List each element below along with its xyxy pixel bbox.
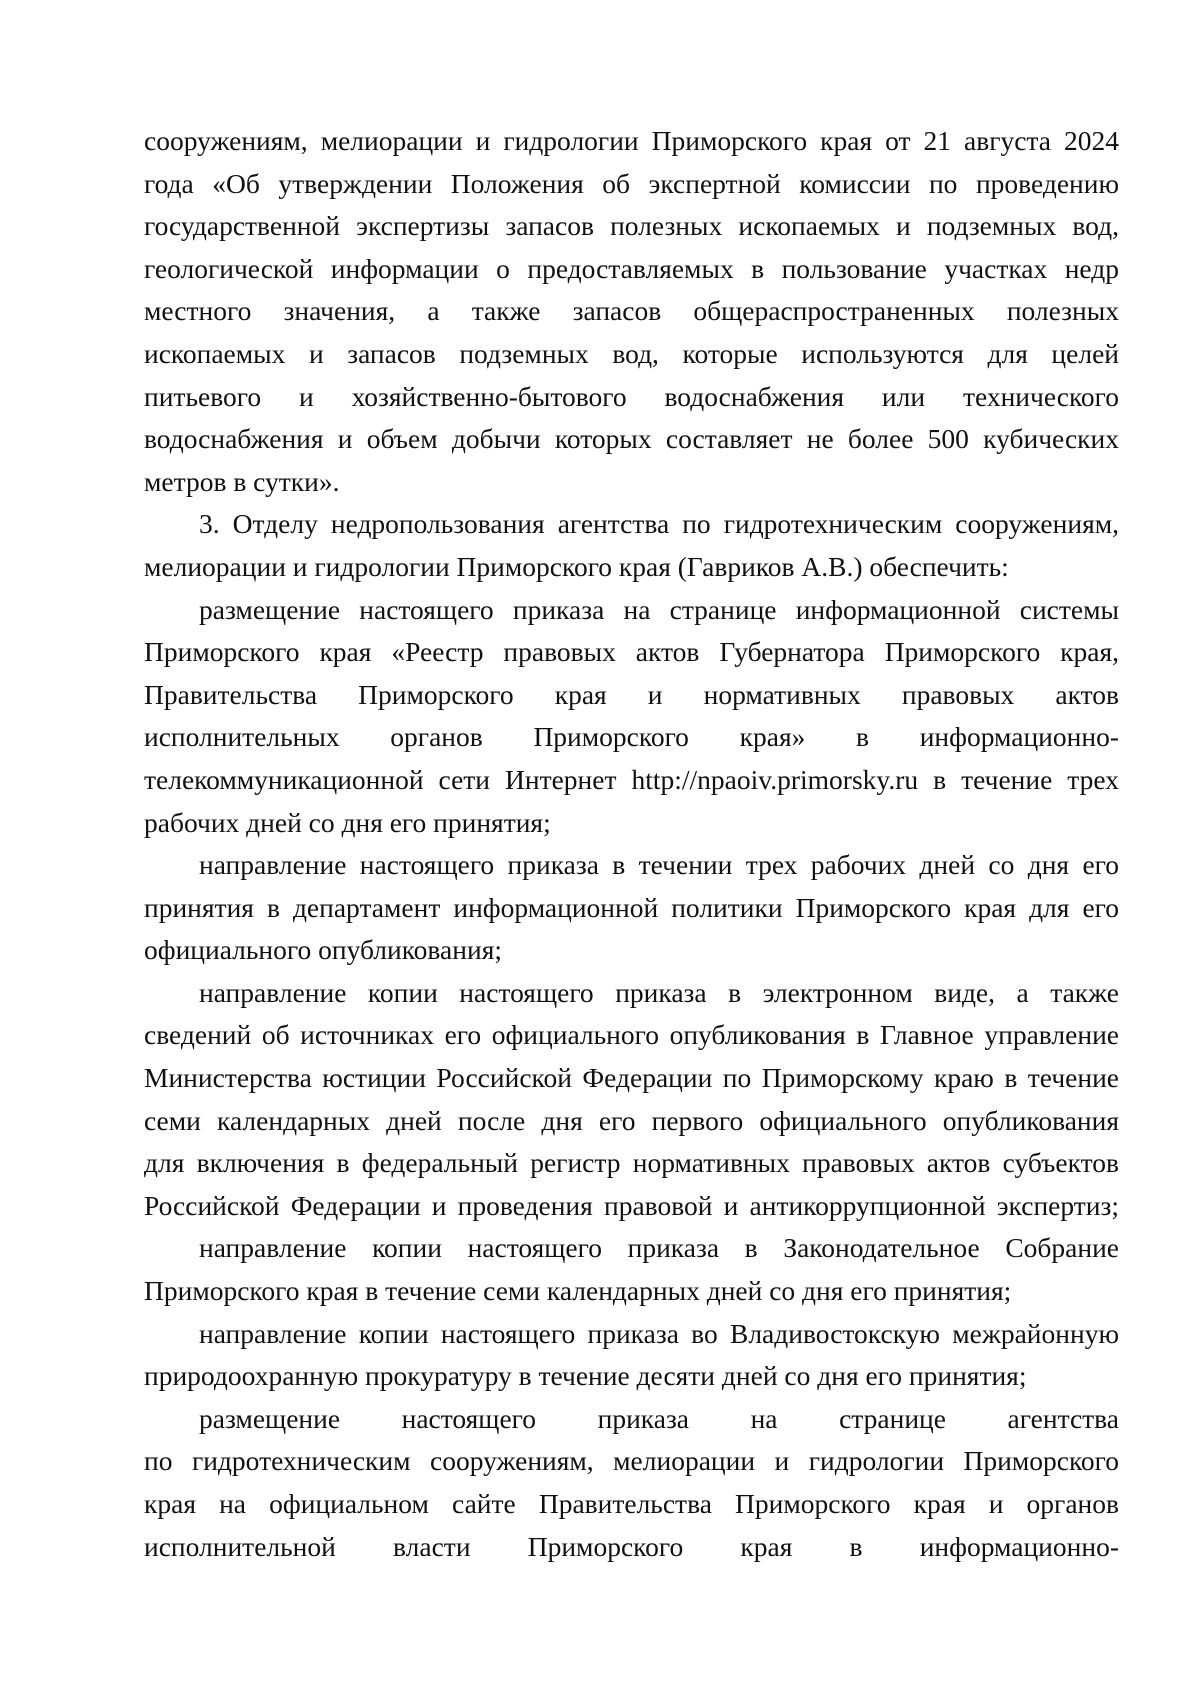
text-line: рабочих дней со дня его принятия; — [144, 806, 551, 838]
text-line: по гидротехническим сооружениям, мелиорации и гидрологии Приморского — [144, 1445, 1119, 1477]
text-line: телекоммуникационной сети Интернет http://npaoiv.primorsky.ru в течение трех — [144, 763, 1119, 795]
text-line: 3. Отделу недропользования агентства по гидротехническим сооружениям, — [199, 508, 1119, 540]
text-line: официального опубликования; — [144, 934, 502, 966]
text-line: года «Об утверждении Положения об экспертной комиссии по проведению — [144, 167, 1119, 199]
text-line: размещение настоящего приказа на странице информационной системы — [199, 593, 1119, 625]
text-line: размещение настоящего приказа на странице агентства — [199, 1402, 1119, 1434]
text-line: государственной экспертизы запасов полезных ископаемых и подземных вод, — [144, 210, 1119, 242]
text-line: направление копии настоящего приказа в электронном виде, а также — [199, 976, 1119, 1008]
text-line: Приморского края в течение семи календарных дней со дня его принятия; — [144, 1275, 1012, 1307]
text-line: водоснабжения и объем добычи которых составляет не более 500 кубических — [144, 423, 1119, 455]
text-line: принятия в департамент информационной политики Приморского края для его — [144, 891, 1119, 923]
text-line: Приморского края «Реестр правовых актов Губернатора Приморского края, — [144, 636, 1119, 668]
text-line: сооружениям, мелиорации и гидрологии Приморского края от 21 августа 2024 — [144, 125, 1119, 156]
text-line: исполнительной власти Приморского края в информационно- — [144, 1530, 1119, 1562]
text-line: сведений об источниках его официального опубликования в Главное управление — [144, 1019, 1119, 1051]
text-line: направление копии настоящего приказа во Владивостокскую межрайонную — [199, 1317, 1119, 1349]
text-line: Правительства Приморского края и нормативных правовых актов — [144, 678, 1119, 710]
text-line: направление копии настоящего приказа в Законодательное Собрание — [199, 1232, 1119, 1264]
text-line: семи календарных дней после дня его первого официального опубликования — [144, 1104, 1119, 1136]
text-line: местного значения, а также запасов общераспространенных полезных — [144, 295, 1119, 327]
text-line: мелиорации и гидрологии Приморского края (Гавриков А.В.) обеспечить: — [144, 550, 1009, 582]
text-line: Министерства юстиции Российской Федерации по Приморскому краю в течение — [144, 1062, 1119, 1094]
text-line: геологической информации о предоставляемых в пользование участках недр — [144, 252, 1119, 284]
document-body — [144, 120, 1119, 1568]
text-line: природоохранную прокуратуру в течение десяти дней со дня его принятия; — [144, 1360, 1027, 1392]
text-line: метров в сутки». — [144, 465, 340, 497]
text-line: направление настоящего приказа в течении трех рабочих дней со дня его — [199, 849, 1119, 881]
text-line: питьевого и хозяйственно-бытового водоснабжения или технического — [144, 380, 1119, 412]
text-line: для включения в федеральный регистр нормативных правовых актов субъектов — [144, 1147, 1119, 1179]
text-line: Российской Федерации и проведения правовой и антикоррупционной экспертиз; — [144, 1189, 1119, 1221]
text-line: исполнительных органов Приморского края» в информационно- — [144, 721, 1119, 753]
text-line: края на официальном сайте Правительства Приморского края и органов — [144, 1488, 1119, 1519]
text-line: ископаемых и запасов подземных вод, которые используются для целей — [144, 337, 1119, 369]
